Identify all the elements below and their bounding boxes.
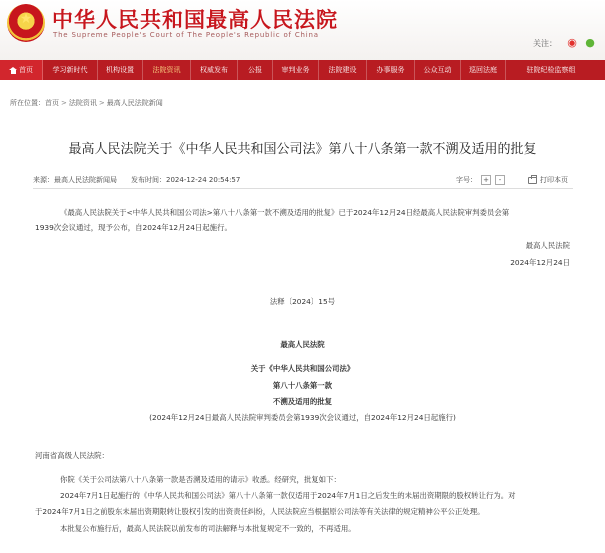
nav-item-discipline-group[interactable]: 驻院纪检监察组 xyxy=(526,66,576,74)
article-date: 发布时间：2024-12-24 20:54:57 xyxy=(131,176,241,184)
printer-icon xyxy=(528,177,537,184)
announcement-line-1: 《最高人民法院关于<中华人民共和国公司法>第八十八条第一款不溯及适用的批复》已于2024年12月24日经最高人民法院审判委员会第 xyxy=(60,208,510,217)
reply-heading-line-2: 第八十八条第一款 xyxy=(272,381,333,390)
nav-item-court-construction[interactable]: 法院建设 xyxy=(319,60,367,80)
follow-label: 关注： xyxy=(533,39,557,48)
announcement-signer: 最高人民法院 xyxy=(525,241,570,250)
nav-item-institutions[interactable]: 机构设置 xyxy=(98,60,143,80)
body-paragraph-3: 本批复公布施行后，最高人民法院以前发布的司法解释与本批复规定不一致的，不再适用。 xyxy=(60,524,356,533)
font-size-control: 字号： + - xyxy=(456,175,505,185)
national-emblem-logo[interactable]: ★ xyxy=(7,4,45,42)
article-source: 来源：最高人民法院新闻局 xyxy=(33,176,117,184)
body-paragraph-1: 你院《关于公司法第八十八条第一款是否溯及适用的请示》收悉。经研究，批复如下： xyxy=(60,475,341,484)
nav-item-public-interaction[interactable]: 公众互动 xyxy=(415,60,461,80)
document-number: 法释〔2024〕15号 xyxy=(269,297,336,306)
main-nav xyxy=(0,60,605,80)
weibo-icon[interactable]: ◉ xyxy=(567,36,577,49)
font-decrease-button[interactable]: - xyxy=(495,175,505,185)
wechat-icon[interactable]: ● xyxy=(585,36,595,49)
nav-item-home[interactable]: 首页 xyxy=(0,60,43,80)
reply-heading-line-1: 关于《中华人民共和国公司法》 xyxy=(250,364,355,373)
print-button[interactable]: 打印本页 xyxy=(528,175,568,185)
breadcrumb: 所在位置：首页 > 法院资讯 > 最高人民法院新闻 xyxy=(10,99,163,107)
nav-item-gazette[interactable]: 公报 xyxy=(238,60,273,80)
nav-item-study[interactable]: 学习新时代 xyxy=(43,60,98,80)
addressee: 河南省高级人民法院： xyxy=(35,451,109,460)
nav-item-trial-business[interactable]: 审判业务 xyxy=(273,60,319,80)
announcement-date: 2024年12月24日 xyxy=(510,258,570,267)
home-icon xyxy=(9,67,17,74)
issuer-name: 最高人民法院 xyxy=(280,340,325,349)
adoption-note: (2024年12月24日最高人民法院审判委员会第1939次会议通过，自2024年12月24日起施行) xyxy=(149,413,456,422)
breadcrumb-court-news[interactable]: 法院资讯 xyxy=(68,99,97,107)
breadcrumb-home[interactable]: 首页 xyxy=(45,99,59,107)
site-title[interactable]: 中华人民共和国最高人民法院 xyxy=(52,8,338,32)
article-title: 最高人民法院关于《中华人民共和国公司法》第八十八条第一款不溯及适用的批复 xyxy=(68,142,537,157)
nav-item-services[interactable]: 办事服务 xyxy=(367,60,415,80)
nav-item-circuit-courts[interactable]: 巡回法庭 xyxy=(461,60,506,80)
announcement-line-2: 1939次会议通过，现予公布，自2024年12月24日起施行。 xyxy=(35,223,232,232)
reply-heading-line-3: 不溯及适用的批复 xyxy=(272,397,333,406)
nav-item-court-news[interactable]: 法院资讯 xyxy=(143,60,191,80)
nav-item-authoritative-release[interactable]: 权威发布 xyxy=(191,60,238,80)
body-paragraph-2-line-2: 于2024年7月1日之前股东未届出资期限转让股权引发的出资责任纠纷，人民法院应当根据原公司法等有关法律的规定精神公平公正处理。 xyxy=(35,507,485,516)
site-subtitle: The Supreme People's Court of The People's Republic of China xyxy=(53,31,319,39)
article-meta xyxy=(33,175,240,185)
body-paragraph-2-line-1: 2024年7月1日起施行的《中华人民共和国公司法》第八十八条第一款仅适用于2024年7月1日之后发生的未届出资期限的股权转让行为。对 xyxy=(60,491,516,500)
site-header xyxy=(0,0,605,60)
font-increase-button[interactable]: + xyxy=(481,175,491,185)
breadcrumb-spc-news[interactable]: 最高人民法院新闻 xyxy=(106,99,163,107)
divider xyxy=(33,188,573,189)
